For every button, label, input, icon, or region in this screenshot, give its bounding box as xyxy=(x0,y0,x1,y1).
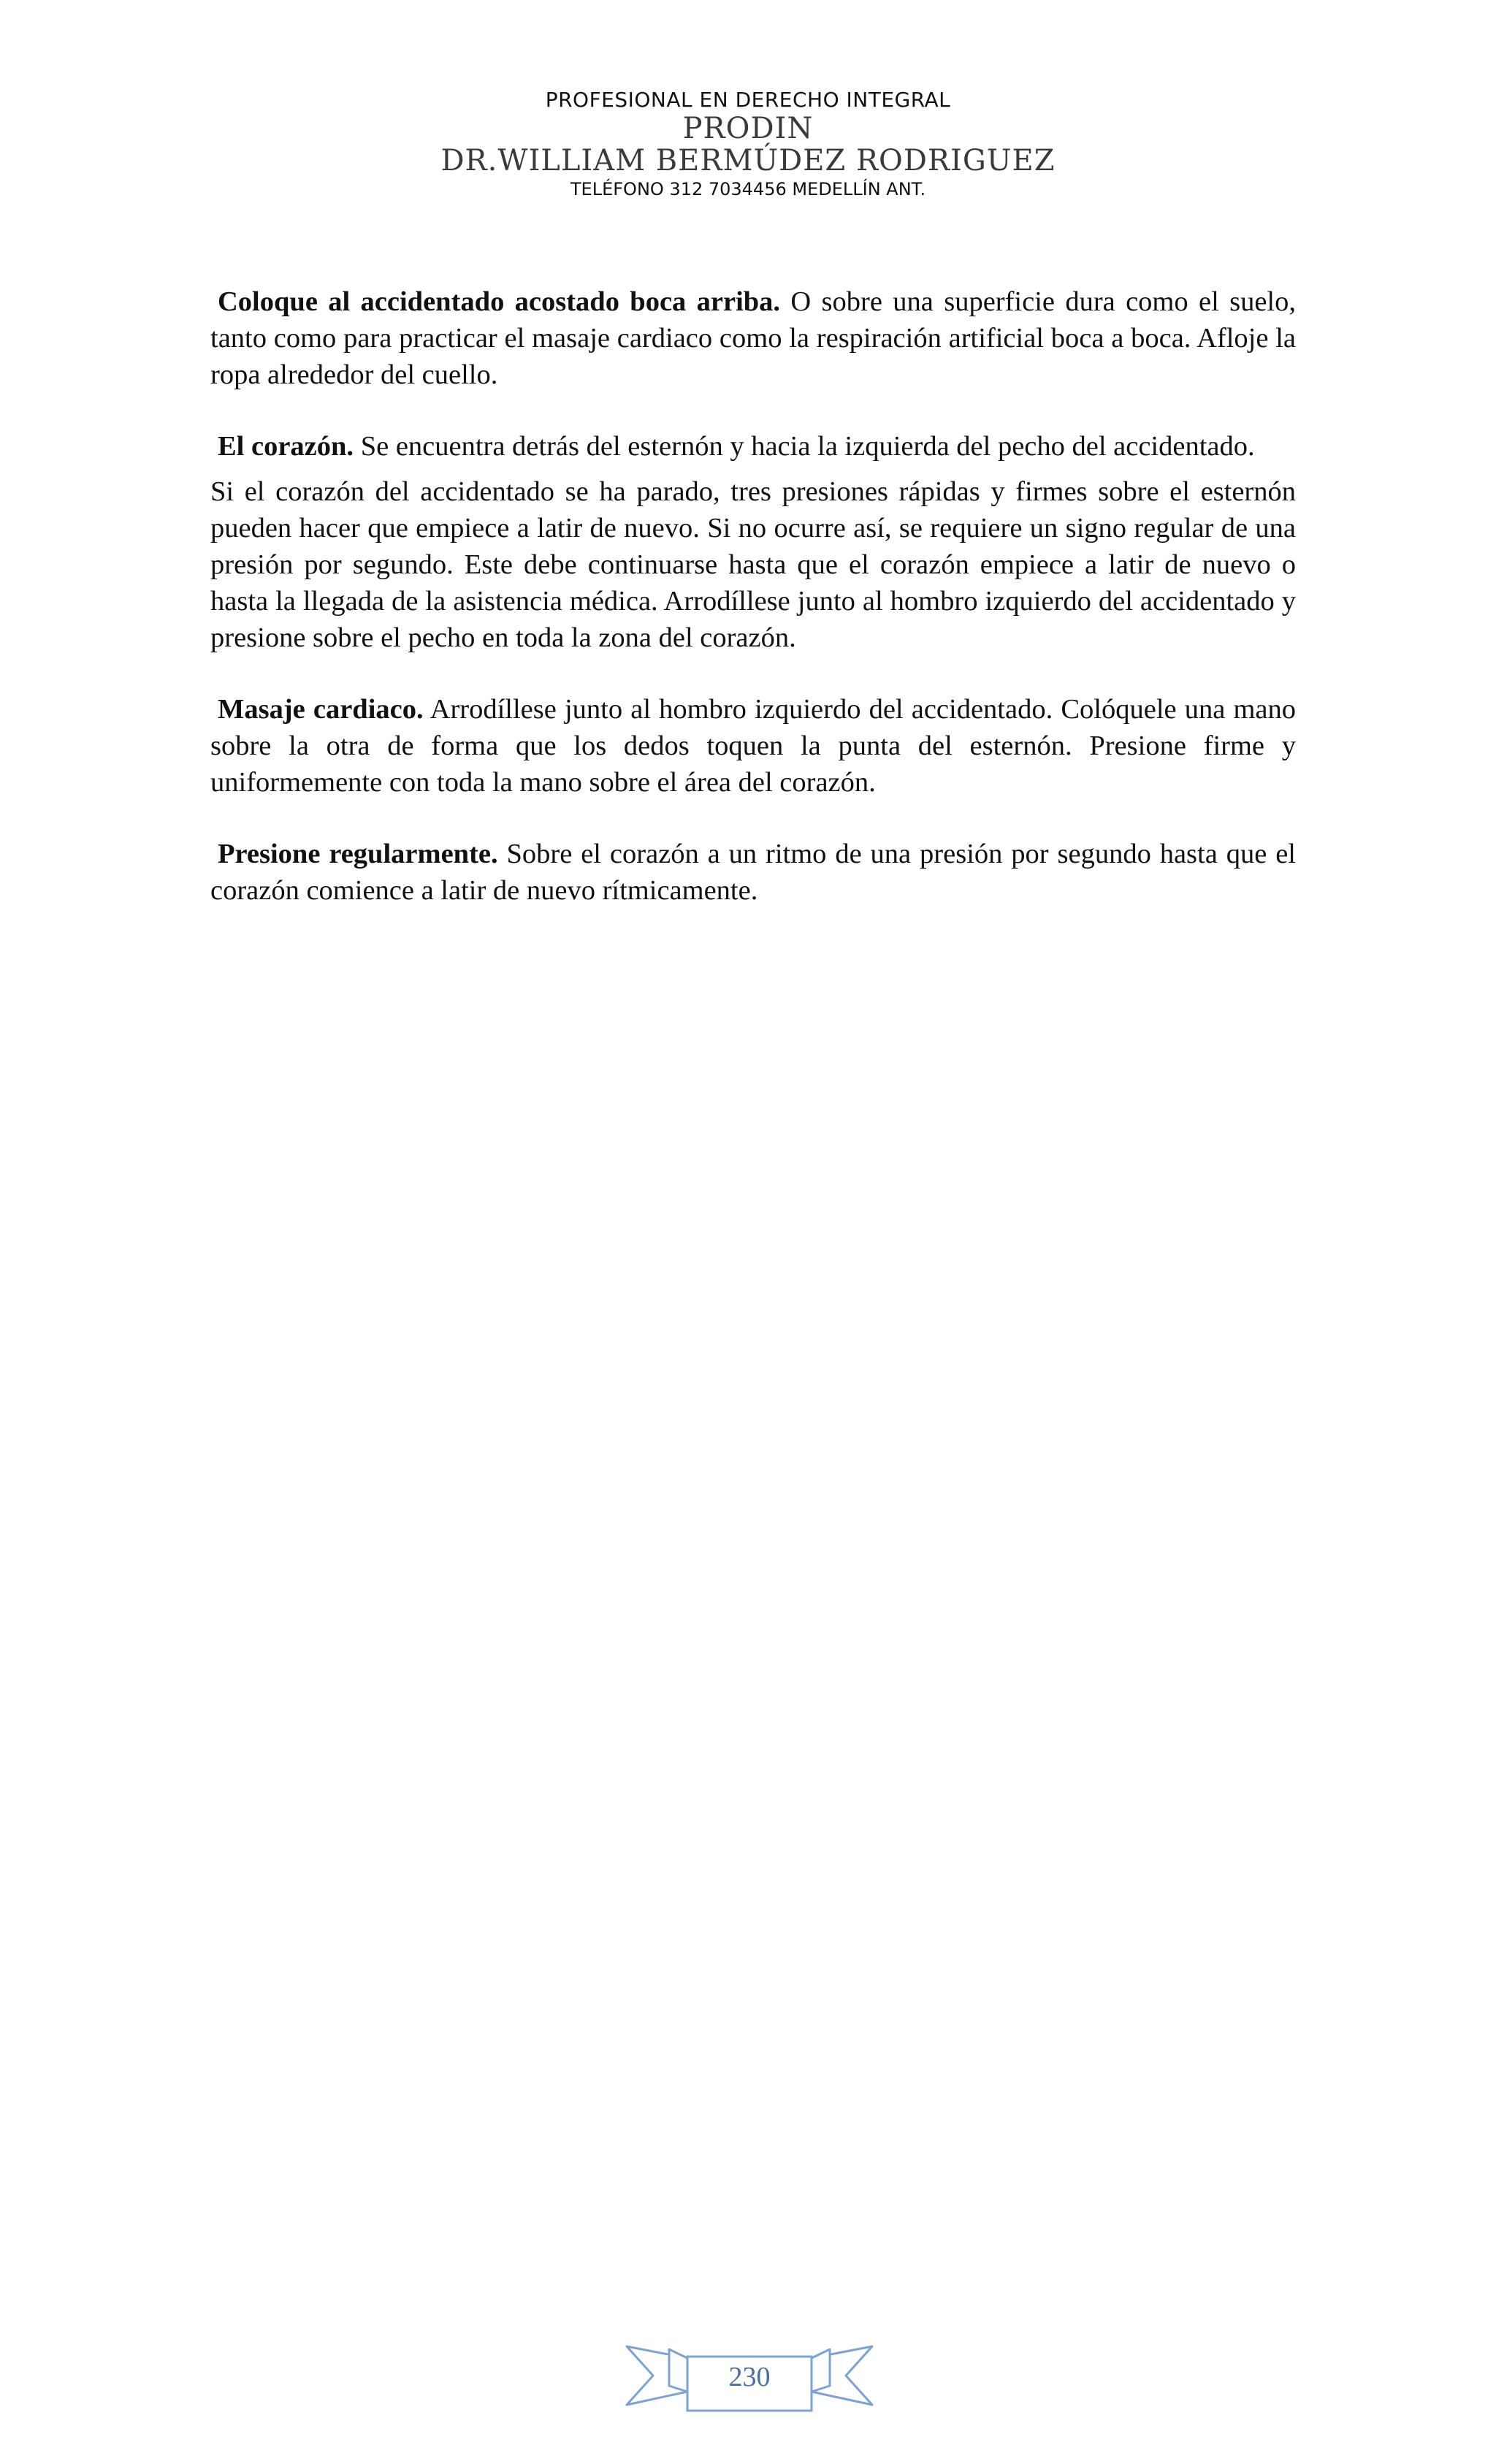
paragraph-position-victim xyxy=(210,283,1296,393)
paragraph-press-regularly xyxy=(210,836,1296,909)
header-author-name: DR.WILLIAM BERMÚDEZ RODRIGUEZ xyxy=(440,144,1056,178)
paragraph-heart xyxy=(210,428,1296,465)
paragraph-heading: El corazón. xyxy=(218,431,354,462)
paragraph-heading: Coloque al accidentado acostado boca arriba. xyxy=(218,286,781,317)
header-firm-name: PROFESIONAL EN DERECHO INTEGRAL xyxy=(545,88,951,112)
paragraph-text: Se encuentra detrás del esternón y hacia la izquierda del pecho del accidentado. xyxy=(354,431,1255,462)
paragraph-text: Sobre el corazón a un ritmo de una presión por segundo hasta que el corazón comience a latir de nuevo rítmicamente. xyxy=(210,839,1296,906)
paragraph-text: Si el corazón del accidentado se ha parado, tres presiones rápidas y firmes sobre el esternón pueden hacer que empiece a latir de nuevo. Si no ocurre así, se requiere un signo regular de una presión por segundo. Este debe continuarse hasta que el corazón empiece a latir de nuevo o hasta la llegada de la asistencia médica. Arrodíllese junto al hombro izquierdo del accidentado y presione sobre el pecho en toda la zona del corazón. xyxy=(210,476,1296,653)
page-number-ribbon xyxy=(625,2341,874,2414)
paragraph-cardiac-massage xyxy=(210,691,1296,801)
paragraph-text: O sobre una superficie dura como el suelo, tanto como para practicar el masaje cardiaco como la respiración artificial boca a boca. Afloje la ropa alrededor del cuello. xyxy=(210,286,1296,390)
header-contact: TELÉFONO 312 7034456 MEDELLÍN ANT. xyxy=(570,179,926,199)
paragraph-text: Arrodíllese junto al hombro izquierdo del accidentado. Colóquele una mano sobre la otra de forma que los dedos toquen la punta del esternón. Presione firme y uniformemente con toda la mano sobre el área del corazón. xyxy=(210,694,1296,798)
page-number: 230 xyxy=(728,2362,771,2392)
body-content xyxy=(210,283,1296,909)
page-header xyxy=(0,88,1496,202)
paragraph-heading: Presione regularmente. xyxy=(218,839,498,869)
paragraph-heading: Masaje cardiaco. xyxy=(218,694,424,725)
header-acronym: PRODIN xyxy=(682,112,814,145)
paragraph-heart-stopped xyxy=(210,473,1296,656)
